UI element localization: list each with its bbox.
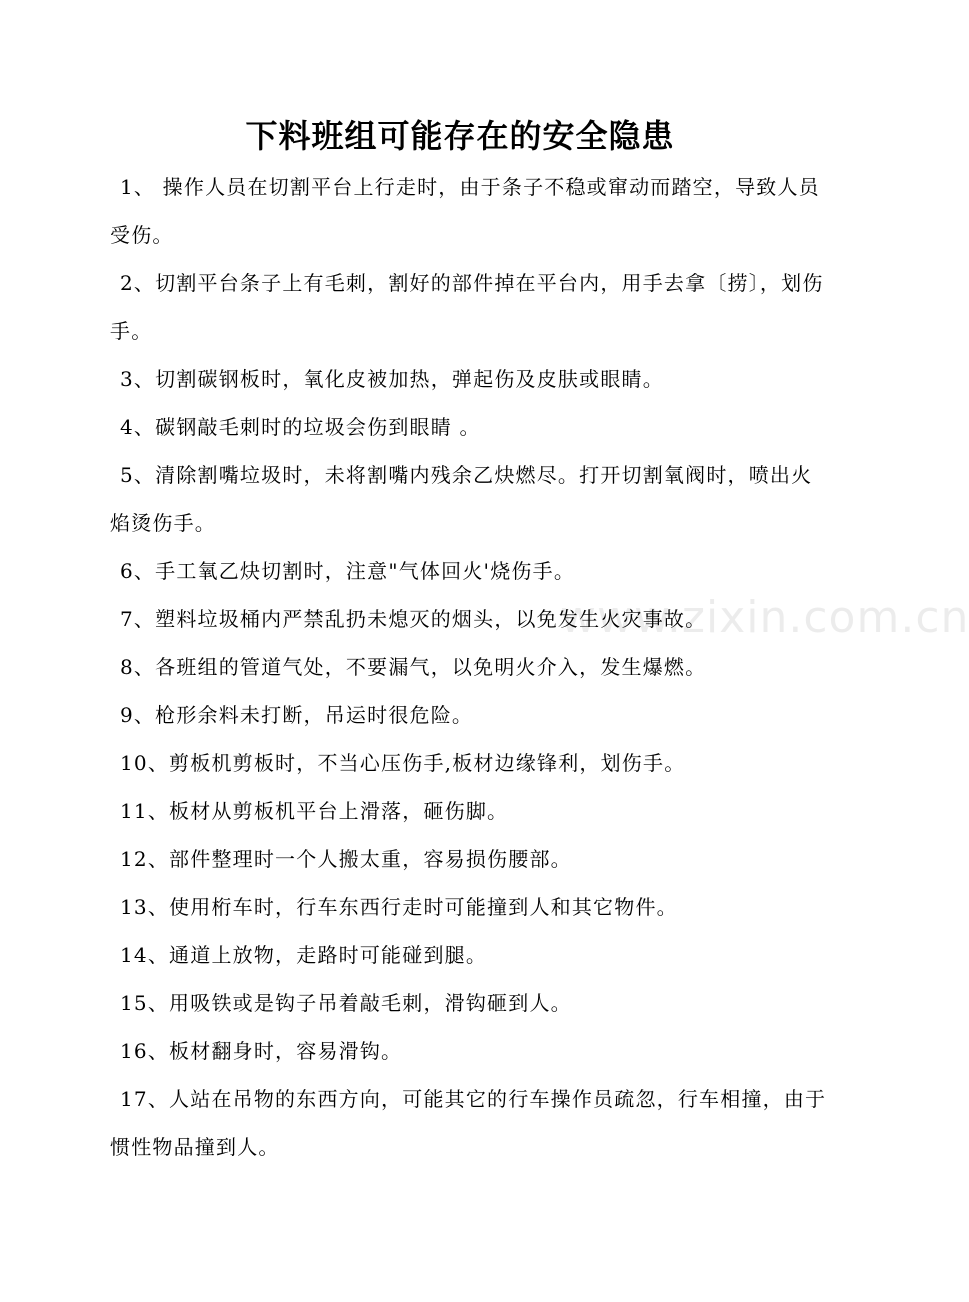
watermark: www.zixin.com.cn [560,592,969,643]
list-item: 3、切割碳钢板时，氧化皮被加热，弹起伤及皮肤或眼睛。 [120,367,664,391]
list-item: 6、手工氧乙炔切割时，注意"气体回火'烧伤手。 [120,559,576,583]
list-item: 12、部件整理时一个人搬太重，容易损伤腰部。 [120,847,572,871]
list-item: 13、使用桁车时，行车东西行走时可能撞到人和其它物件。 [120,895,678,919]
list-item: 15、用吸铁或是钩子吊着敲毛刺，滑钩砸到人。 [120,991,572,1015]
hazard-list [110,163,830,1171]
list-item: 4、碳钢敲毛刺时的垃圾会伤到眼睛 。 [120,415,481,439]
list-item: 8、各班组的管道气处，不要漏气，以免明火介入，发生爆燃。 [120,655,707,679]
list-item: 7、塑料垃圾桶内严禁乱扔未熄灭的烟头，以免发生火灾事故。 [120,607,707,631]
list-item: 10、剪板机剪板时，不当心压伤手,板材边缘锋利，划伤手。 [120,751,686,775]
list-item: 9、枪形余料未打断，吊运时很危险。 [120,703,474,727]
list-item: 11、板材从剪板机平台上滑落，砸伤脚。 [120,799,509,823]
list-item: 16、板材翻身时，容易滑钩。 [120,1039,403,1063]
list-item: 14、通道上放物，走路时可能碰到腿。 [120,943,488,967]
list-item: 17、人站在吊物的东西方向，可能其它的行车操作员疏忽，行车相撞，由于惯性物品撞到人。 [110,1087,827,1159]
list-item: 1、 操作人员在切割平台上行走时，由于条子不稳或窜动而踏空，导致人员受伤。 [110,175,820,247]
list-item: 5、清除割嘴垃圾时，未将割嘴内残余乙炔燃尽。打开切割氧阀时，喷出火焰烫伤手。 [110,463,813,535]
list-item: 2、切割平台条子上有毛刺，割好的部件掉在平台内，用手去拿〔捞〕，划伤手。 [110,271,824,343]
page-title: 下料班组可能存在的安全隐患 [245,117,675,155]
